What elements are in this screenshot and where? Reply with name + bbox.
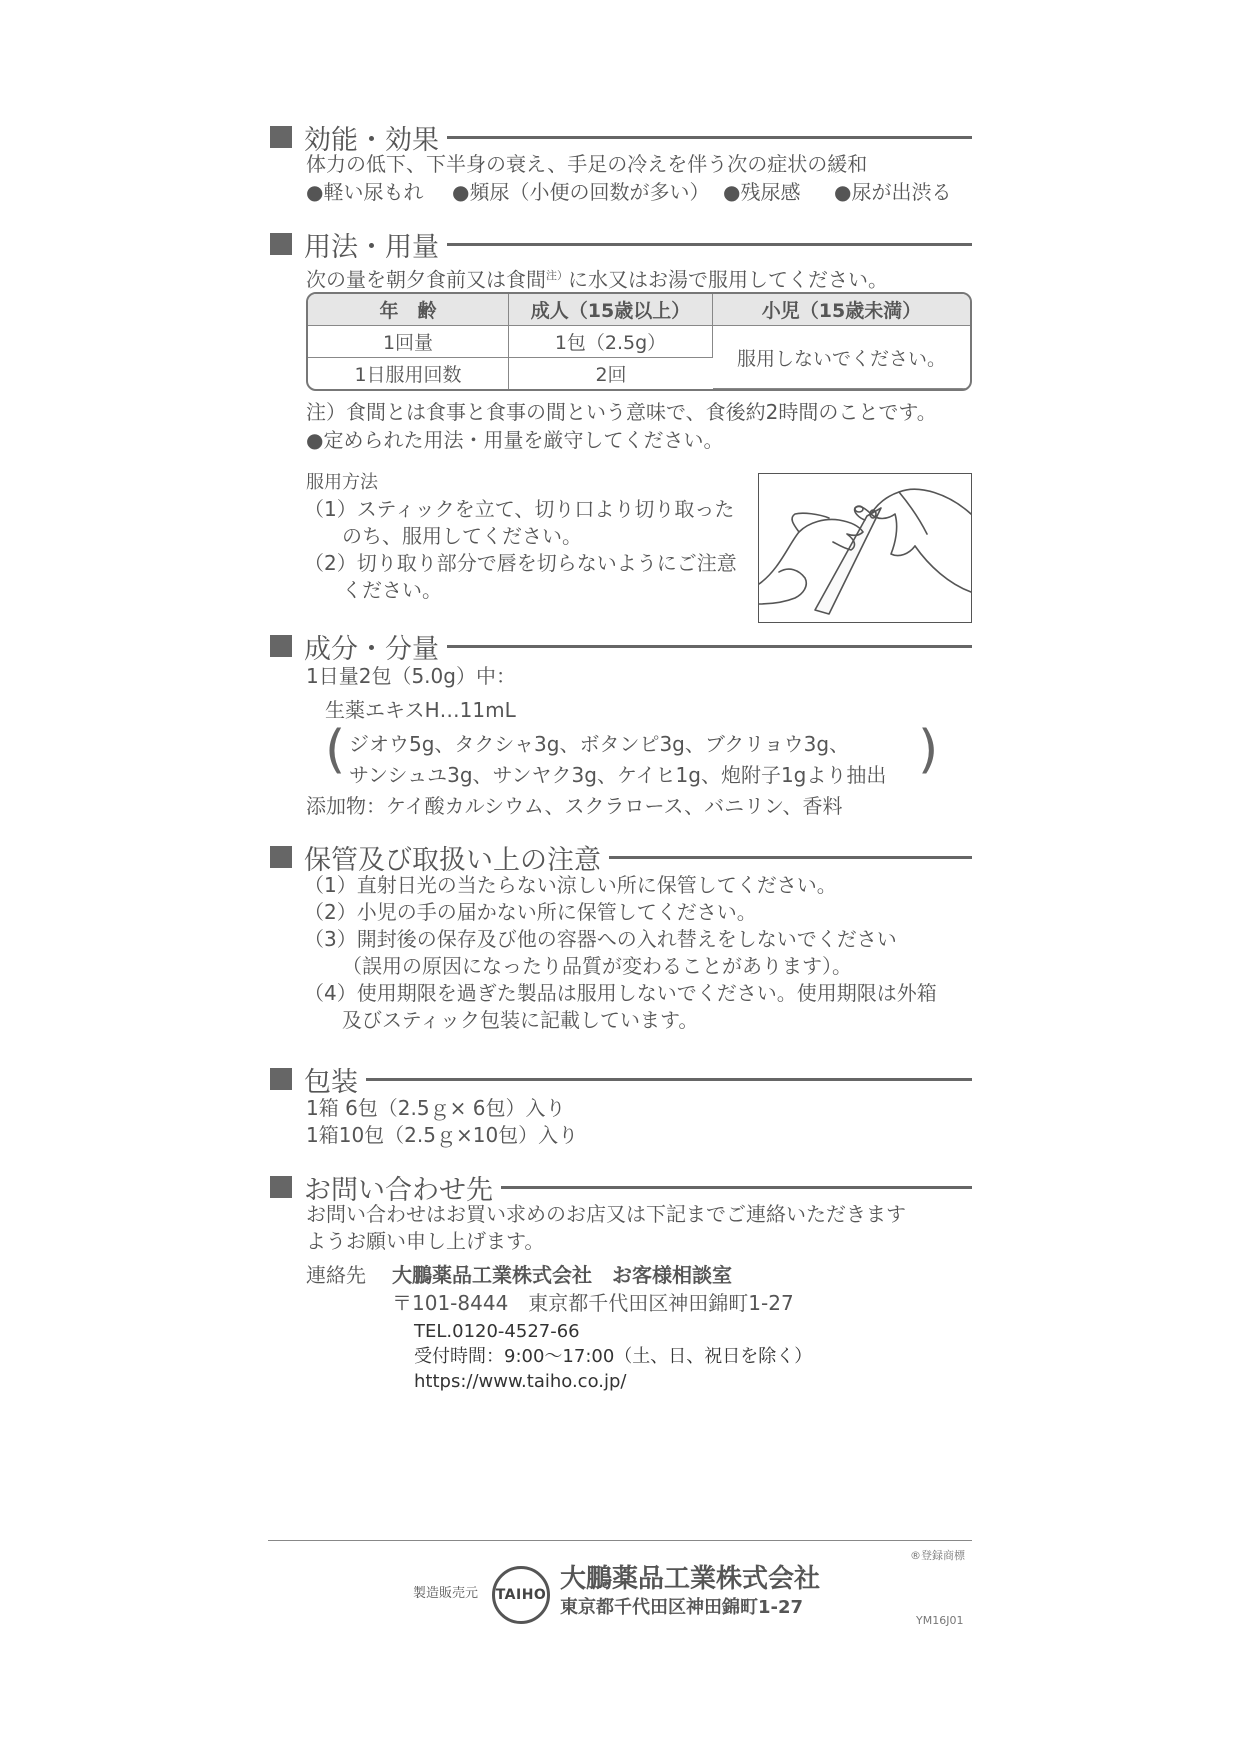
col-header-age: 年 齢 xyxy=(308,294,509,326)
section-marker xyxy=(270,233,292,255)
contact-company: 大鵬薬品工業株式会社 お客様相談室 xyxy=(392,1263,732,1287)
method-title: 服用方法 xyxy=(306,472,378,493)
footer-address: 東京都千代田区神田錦町1-27 xyxy=(560,1597,804,1618)
adult-times: 2回 xyxy=(595,364,627,386)
method-step: のち、服用してください。 xyxy=(342,524,582,548)
section-marker xyxy=(270,846,292,868)
right-paren: ) xyxy=(918,720,939,780)
dosage-table xyxy=(306,292,972,391)
maker-label: 製造販売元 xyxy=(413,1586,479,1601)
hands-stick-icon xyxy=(759,474,971,622)
efficacy-title: 効能・効果 xyxy=(304,124,439,156)
footer-divider xyxy=(268,1540,972,1541)
storage-title: 保管及び取扱い上の注意 xyxy=(304,844,601,876)
col-header-adult: 成人（15歳以上） xyxy=(509,294,713,326)
note-marker: 注） xyxy=(546,269,568,282)
dosage-intro xyxy=(306,262,888,294)
method-step: （1）スティックを立て、切り口より切り取った xyxy=(304,497,735,521)
storage-item: （4）使用期限を過ぎた製品は服用しないでください。使用期限は外箱 xyxy=(304,981,937,1005)
contact-url[interactable]: https://www.taiho.co.jp/ xyxy=(414,1371,627,1392)
dosage-header xyxy=(270,227,972,261)
taiho-logo xyxy=(492,1566,550,1624)
herb-list: サンシュユ3g、サンヤク3g、ケイヒ1g、炮附子1gより抽出 xyxy=(349,763,887,787)
left-paren: ( xyxy=(325,720,346,780)
contact-hours: 受付時間：9:00～17:00（土、日、祝日を除く） xyxy=(414,1346,813,1367)
method-step: （2）切り取り部分で唇を切らないようにご注意 xyxy=(304,551,737,575)
storage-item: （1）直射日光の当たらない涼しい所に保管してください。 xyxy=(304,873,837,897)
table-row xyxy=(308,326,970,358)
contact-address: 〒101-8444 東京都千代田区神田錦町1-27 xyxy=(392,1291,794,1315)
symptom-item: ●軽い尿もれ xyxy=(306,180,424,204)
dosage-intro-text: に水又はお湯で服用してください。 xyxy=(568,267,888,292)
package-title: 包装 xyxy=(304,1066,358,1098)
section-marker xyxy=(270,1176,292,1198)
symptom-item: ●尿が出渋る xyxy=(834,180,952,204)
package-item: 1箱10包（2.5ｇ×10包）入り xyxy=(306,1123,579,1147)
storage-item: （2）小児の手の届かない所に保管してください。 xyxy=(304,900,757,924)
adult-dose: 1包（2.5g） xyxy=(509,326,713,358)
contact-tel: TEL.0120-4527-66 xyxy=(414,1321,580,1342)
symptom-item: ●頻尿（小便の回数が多い） xyxy=(452,180,710,204)
document-code: YM16J01 xyxy=(916,1614,964,1627)
section-marker xyxy=(270,1068,292,1090)
method-step: ください。 xyxy=(342,578,442,602)
contact-text: ようお願い申し上げます。 xyxy=(306,1229,545,1253)
ingredients-header xyxy=(270,629,972,663)
efficacy-header xyxy=(270,120,972,154)
logo-text: TAIHO xyxy=(495,1587,547,1603)
dosage-note: ●定められた用法・用量を厳守してください。 xyxy=(306,428,724,452)
dosage-note: 注）食間とは食事と食事の間という意味で、食後約2時間のことです。 xyxy=(306,400,937,424)
dosage-title: 用法・用量 xyxy=(304,231,439,263)
storage-item: （3）開封後の保存及び他の容器への入れ替えをしないでください xyxy=(304,927,897,951)
storage-item: 及びスティック包装に記載しています。 xyxy=(342,1008,699,1032)
section-rule xyxy=(447,243,972,246)
section-marker xyxy=(270,126,292,148)
section-rule xyxy=(447,645,972,648)
contact-label: 連絡先 xyxy=(306,1263,366,1287)
row-label: 1回量 xyxy=(308,326,509,358)
col-header-child: 小児（15歳未満） xyxy=(713,294,970,326)
contact-text: お問い合わせはお買い求めのお店又は下記までご連絡いただきます xyxy=(306,1202,906,1226)
storage-header xyxy=(270,840,972,874)
dosage-intro-text: 次の量を朝夕食前又は食間 xyxy=(306,267,546,292)
registered-mark: ®登録商標 xyxy=(910,1549,965,1562)
section-rule xyxy=(447,136,972,139)
herb-list: ジオウ5g、タクシャ3g、ボタンピ3g、ブクリョウ3g、 xyxy=(349,732,850,756)
storage-item: （誤用の原因になったり品質が変わることがあります）。 xyxy=(342,954,852,978)
package-item: 1箱 6包（2.5ｇ× 6包）入り xyxy=(306,1096,566,1120)
section-rule xyxy=(366,1078,972,1081)
package-header xyxy=(270,1062,972,1096)
efficacy-text: 体力の低下、下半身の衰え、手足の冷えを伴う次の症状の緩和 xyxy=(306,152,868,176)
stick-opening-illustration xyxy=(758,473,972,623)
symptom-item: ●残尿感 xyxy=(723,180,801,204)
footer-company: 大鵬薬品工業株式会社 xyxy=(560,1564,821,1594)
row-label: 1日服用回数 xyxy=(308,358,509,389)
contact-title: お問い合わせ先 xyxy=(304,1174,493,1206)
section-marker xyxy=(270,635,292,657)
contact-header xyxy=(270,1170,972,1204)
section-rule xyxy=(501,1186,972,1189)
ingredients-additives: 添加物：ケイ酸カルシウム、スクラロース、バニリン、香料 xyxy=(306,794,843,818)
section-rule xyxy=(609,856,972,859)
ingredients-title: 成分・分量 xyxy=(304,633,439,665)
ingredients-daily: 1日量2包（5.0g）中： xyxy=(306,664,516,688)
table-header-row xyxy=(308,294,970,326)
child-note: 服用しないでください。 xyxy=(713,326,970,389)
ingredients-extract: 生薬エキスH…11mL xyxy=(325,698,516,722)
